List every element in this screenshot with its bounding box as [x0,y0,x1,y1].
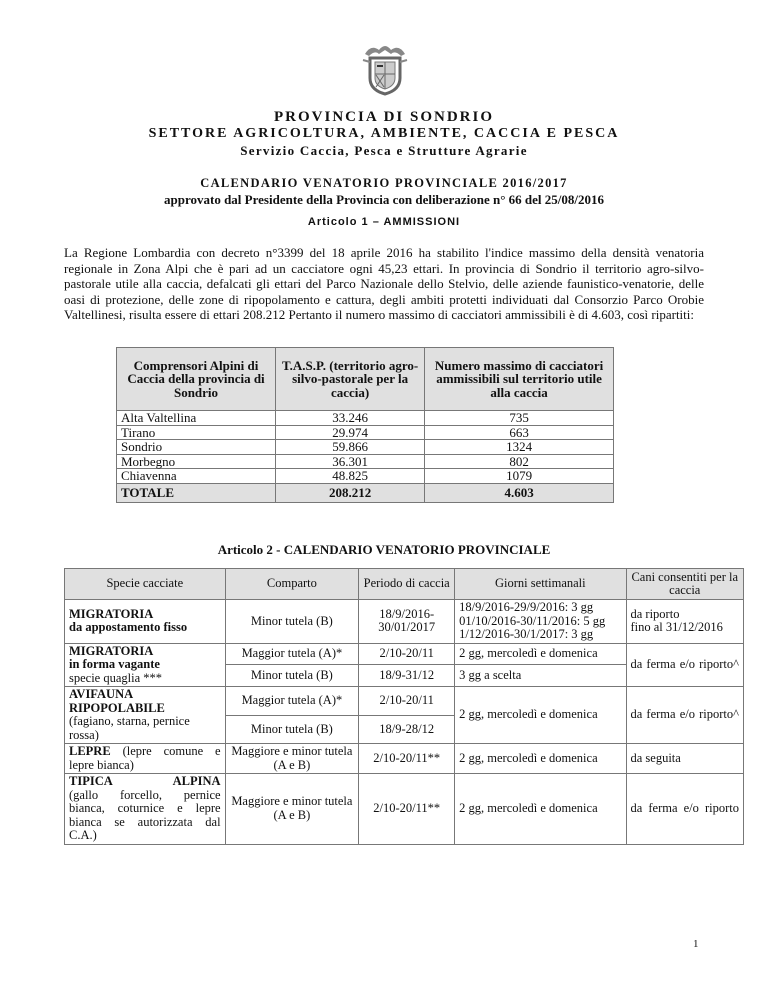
species-cell [65,600,226,644]
cell [626,600,744,644]
col-header: Cani consentiti per la caccia [626,569,744,600]
species-name: MIGRATORIA [69,643,154,658]
table-row [65,774,744,845]
cell: Minor tutela (B) [225,715,359,744]
cell: 802 [425,454,614,469]
table-row [65,643,744,665]
table-row [65,744,744,774]
cell: 2 gg, mercoledì e domenica [455,774,626,845]
cell: Minor tutela (B) [225,600,359,644]
line: 1/12/2016-30/1/2017: 3 gg [459,627,594,641]
col-header: T.A.S.P. (territorio agro-silvo-pastorale per la caccia) [276,348,425,411]
species-name: MIGRATORIA [69,606,154,621]
article1-title: Articolo 1 – AMMISSIONI [307,216,461,228]
col-header: Giorni settimanali [455,569,626,600]
table-row [65,600,744,644]
cell: Maggior tutela (A)* [225,687,359,716]
article2-title: Articolo 2 - CALENDARIO VENATORIO PROVINCIALE [217,542,551,557]
cell: Chiavenna [117,469,276,484]
cell: 48.825 [276,469,425,484]
cell: 208.212 [276,483,425,502]
line: 01/10/2016-30/11/2016: 5 gg [459,613,606,628]
cell: Minor tutela (B) [225,665,359,687]
col-header: Specie cacciate [65,569,226,600]
col-header: Periodo di caccia [359,569,455,600]
cell [455,600,626,644]
species-cell [65,643,226,687]
calendar-title: CALENDARIO VENATORIO PROVINCIALE 2016/2017 [200,176,568,190]
approval-line: approvato dal Presidente della Provincia con deliberazione n° 66 del 25/08/2016 [164,192,604,207]
cell: 2 gg, mercoledì e domenica [455,744,626,774]
cell: da ferma e/o riporto^ [626,687,744,744]
cell: TOTALE [117,483,276,502]
cell: da seguita [626,744,744,774]
cell: 735 [425,411,614,426]
species-sub: specie quaglia *** [69,670,163,685]
col-header: Comprensori Alpini di Caccia della provincia di Sondrio [117,348,276,411]
col-header: Numero massimo di cacciatori ammissibili sul territorio utile alla caccia [425,348,614,411]
col-header: Comparto [225,569,359,600]
cell: 1079 [425,469,614,484]
cell: 2/10-20/11 [359,687,455,716]
cell: 663 [425,425,614,440]
cell: 2/10-20/11** [359,774,455,845]
cell: Maggiore e minor tutela (A e B) [225,744,359,774]
cell: Maggior tutela (A)* [225,643,359,665]
cell: Sondrio [117,440,276,455]
species-cell [65,744,226,774]
cell: Morbegno [117,454,276,469]
cell: 59.866 [276,440,425,455]
species-sub: da appostamento fisso [69,620,188,635]
article1-paragraph: La Regione Lombardia con decreto n°3399 del 18 aprile 2016 ha stabilito l'indice massimo della densità venatoria regionale in Zona Alpi che è pari ad un cacciatore ogni 45,23 ettari. In provincia di Sondrio il territorio agro-silvo-pastorale utile alla caccia, defalcati gli ettari del Parco Nazionale dello Stelvio, delle aziende faunistico-venatorie, delle oasi di protezione, delle zone di ripopolamento e cattura, degli ambiti protetti individuati dal Consorzio Parco Orobie Valtellinesi, risulta essere di ettari 208.212 Pertanto il numero massimo di cacciatori ammissibili è di 4.603, così ripartiti: [64,245,704,322]
cell: 1324 [425,440,614,455]
hunters-table [116,347,614,503]
cell: Maggiore e minor tutela (A e B) [225,774,359,845]
species-cell [65,774,226,845]
table-row [117,440,614,455]
species-sub: (fagiano, starna, pernice rossa) [69,714,190,742]
header-sector: SETTORE AGRICOLTURA, AMBIENTE, CACCIA E PESCA [148,126,620,141]
total-row [117,483,614,502]
cell: Tirano [117,425,276,440]
line: fino al 31/12/2016 [630,620,723,635]
table-row [117,425,614,440]
cell: 3 gg a scelta [455,665,626,687]
species-name: in forma vagante [69,657,160,671]
cell: 2/10-20/11 [359,643,455,665]
header-title: PROVINCIA DI SONDRIO [273,109,495,125]
species-name: AVIFAUNA RIPOPOLABILE [69,687,165,715]
calendar-table [64,568,744,845]
species-name: TIPICA ALPINA [69,774,221,788]
cell: 2 gg, mercoledì e domenica [455,643,626,665]
species-name: LEPRE [69,744,111,758]
line: da riporto [630,606,680,621]
species-cell [65,687,226,744]
page-number: 1 [693,938,699,950]
cell: da ferma e/o riporto [626,774,744,845]
species-sub: (gallo forcello, pernice bianca, coturnice e lepre bianca se autorizzata dal C.A.) [69,787,221,842]
cell: 4.603 [425,483,614,502]
cell: 2/10-20/11** [359,744,455,774]
cell: 2 gg, mercoledì e domenica [455,687,626,744]
species-sub: (lepre comune e lepre bianca) [69,744,221,772]
cell: 33.246 [276,411,425,426]
table-row [65,687,744,716]
table-row [117,454,614,469]
cell: 29.974 [276,425,425,440]
cell: da ferma e/o riporto^ [626,643,744,687]
line: 18/9/2016-29/9/2016: 3 gg [459,600,594,614]
cell: 18/9-28/12 [359,715,455,744]
cell: 18/9/2016-30/01/2017 [359,600,455,644]
table-row [117,469,614,484]
table-row [117,411,614,426]
header-service: Servizio Caccia, Pesca e Strutture Agrarie [240,143,528,158]
cell: 36.301 [276,454,425,469]
coat-of-arms-icon [357,40,413,96]
cell: Alta Valtellina [117,411,276,426]
cell: 18/9-31/12 [359,665,455,687]
